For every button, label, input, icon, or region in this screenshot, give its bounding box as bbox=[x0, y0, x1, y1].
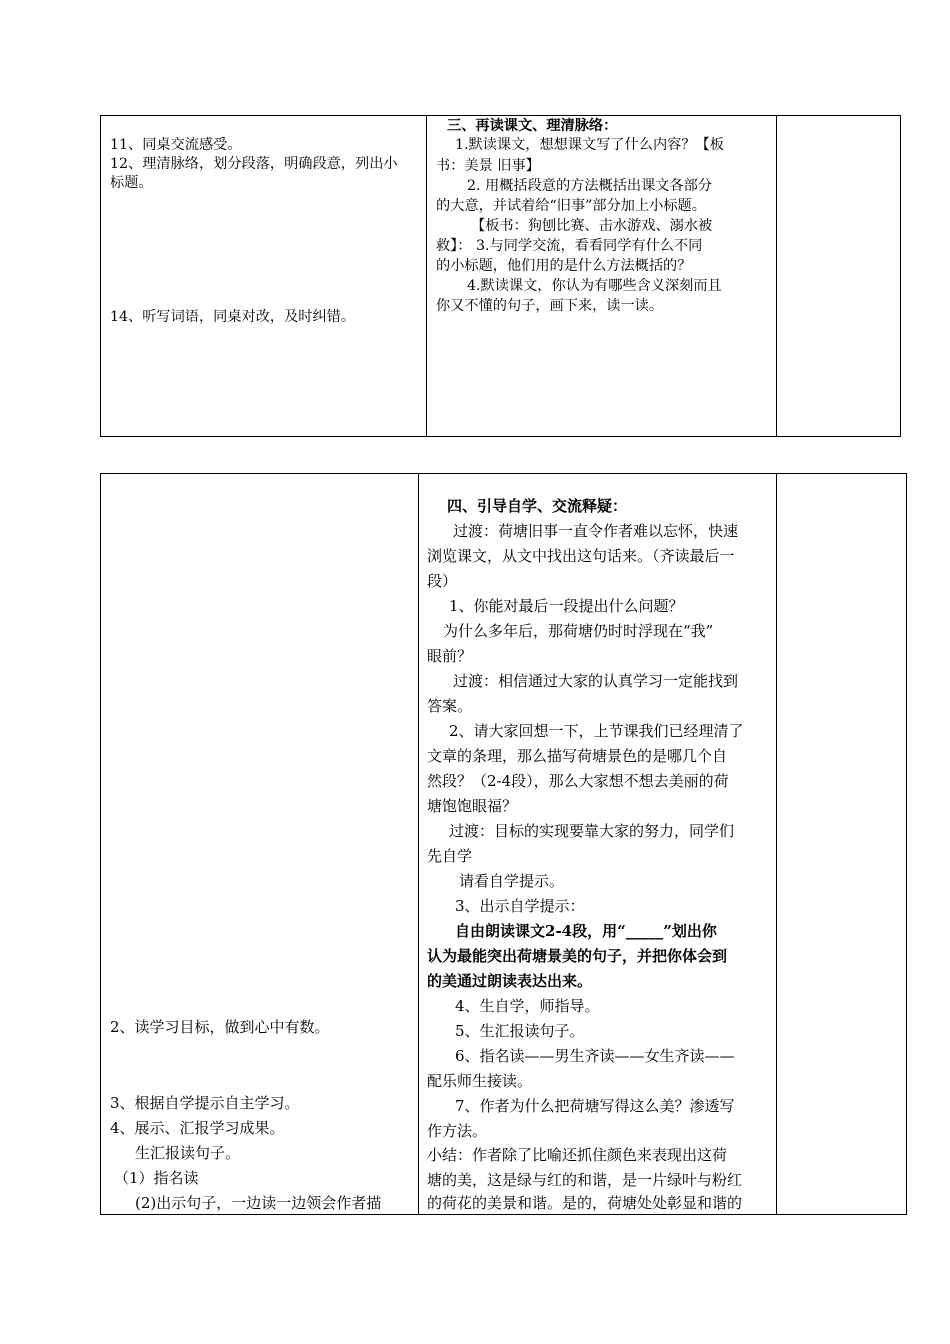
student-activity-line: 3、根据自学提示自主学习。 bbox=[110, 1094, 300, 1112]
teacher-activity-line: 文章的条理，那么描写荷塘景色的是哪几个自 bbox=[427, 747, 728, 765]
teacher-activity-line: 的荷花的美景和谐。是的，荷塘处处彰显和谐的 bbox=[427, 1194, 743, 1212]
teacher-activity-line: 7、作者为什么把荷塘写得这么美？渗透写 bbox=[455, 1097, 735, 1115]
teacher-activity-line: 认为最能突出荷塘景美的句子，并把你体会到 bbox=[427, 947, 728, 965]
teacher-activity-line: 作方法。 bbox=[427, 1122, 488, 1140]
teacher-activity-line: 3、出示自学提示： bbox=[455, 897, 585, 915]
lesson-table-1 bbox=[100, 115, 901, 437]
teacher-activity-line: 先自学 bbox=[427, 847, 473, 865]
teacher-activity-line: 答案。 bbox=[427, 697, 473, 715]
teacher-activity-line: 6、指名读——男生齐读——女生齐读—— bbox=[455, 1047, 735, 1065]
student-activity-line: 14、听写词语，同桌对改，及时纠错。 bbox=[110, 309, 356, 325]
teacher-activity-line: 你又不懂的句子，画下来，读一读。 bbox=[436, 298, 664, 314]
teacher-activity-line: 塘饱饱眼福？ bbox=[427, 797, 518, 815]
student-activity-line: 2、读学习目标，做到心中有数。 bbox=[110, 1018, 330, 1036]
teacher-activity-line: 自由朗读课文2-4段，用“_____”划出你 bbox=[455, 922, 717, 940]
student-activity-line: 4、展示、汇报学习成果。 bbox=[110, 1119, 285, 1137]
teacher-activity-cell bbox=[419, 474, 777, 1215]
teacher-activity-line: 过渡：荷塘旧事一直令作者难以忘怀，快速 bbox=[453, 522, 739, 540]
teacher-activity-line: 配乐师生接读。 bbox=[427, 1072, 533, 1090]
student-activity-cell bbox=[101, 116, 427, 437]
student-activity-line: 生汇报读句子。 bbox=[135, 1144, 241, 1162]
student-activity-line: (2)出示句子，一边读一边领会作者描 bbox=[135, 1194, 382, 1212]
teacher-activity-line: 然段？（2-4段），那么大家想不想去美丽的荷 bbox=[427, 772, 729, 790]
student-activity-line: （1）指名读 bbox=[114, 1169, 199, 1187]
teacher-activity-cell bbox=[427, 116, 777, 437]
teacher-activity-line: 书：美景 旧事】 bbox=[436, 158, 540, 174]
teacher-activity-line: 2. 用概括段意的方法概括出课文各部分 bbox=[467, 178, 713, 194]
teacher-activity-line: 过渡：相信通过大家的认真学习一定能找到 bbox=[453, 672, 739, 690]
teacher-activity-line: 1.默读课文，想想课文写了什么内容？【板 bbox=[455, 137, 724, 153]
teacher-activity-line: 救】： 3.与同学交流，看看同学有什么不同 bbox=[436, 238, 703, 254]
teacher-activity-line: 为什么多年后，那荷塘仍时时浮现在“我” bbox=[443, 622, 714, 640]
teacher-activity-line: 眼前？ bbox=[427, 647, 473, 665]
section-heading: 四、引导自学、交流释疑： bbox=[447, 497, 628, 515]
teacher-activity-line: 的美通过朗读表达出来。 bbox=[427, 972, 593, 990]
teacher-activity-line: 【板书：狗刨比赛、击水游戏、溺水被 bbox=[471, 218, 713, 234]
student-activity-line: 12、理清脉络，划分段落，明确段意，列出小 bbox=[110, 156, 398, 172]
student-activity-line: 标题。 bbox=[110, 175, 153, 191]
teacher-activity-line: 的大意，并试着给“旧事”部分加上小标题。 bbox=[436, 198, 706, 214]
student-activity-cell bbox=[101, 474, 419, 1215]
notes-cell bbox=[777, 116, 901, 437]
teacher-activity-line: 1、你能对最后一段提出什么问题？ bbox=[449, 597, 684, 615]
teacher-activity-line: 段） bbox=[427, 572, 458, 590]
teacher-activity-line: 小结：作者除了比喻还抓住颜色来表现出这荷 bbox=[427, 1146, 728, 1164]
teacher-activity-line: 5、生汇报读句子。 bbox=[455, 1022, 585, 1040]
lesson-table-2 bbox=[100, 473, 907, 1215]
teacher-activity-line: 2、请大家回想一下，上节课我们已经理清了 bbox=[449, 722, 744, 740]
teacher-activity-line: 塘的美，这是绿与红的和谐，是一片绿叶与粉红 bbox=[427, 1171, 743, 1189]
teacher-activity-line: 4、生自学，师指导。 bbox=[455, 997, 600, 1015]
section-heading: 三、再读课文、理清脉络： bbox=[447, 118, 618, 134]
teacher-activity-line: 请看自学提示。 bbox=[459, 872, 565, 890]
notes-cell bbox=[777, 474, 907, 1215]
teacher-activity-line: 浏览课文，从文中找出这句话来。（齐读最后一 bbox=[427, 547, 735, 565]
teacher-activity-line: 过渡：目标的实现要靠大家的努力，同学们 bbox=[449, 822, 735, 840]
student-activity-line: 11、同桌交流感受。 bbox=[110, 137, 242, 153]
teacher-activity-line: 4.默读课文，你认为有哪些含义深刻而且 bbox=[467, 278, 722, 294]
teacher-activity-line: 的小标题，他们用的是什么方法概括的？ bbox=[436, 258, 692, 274]
